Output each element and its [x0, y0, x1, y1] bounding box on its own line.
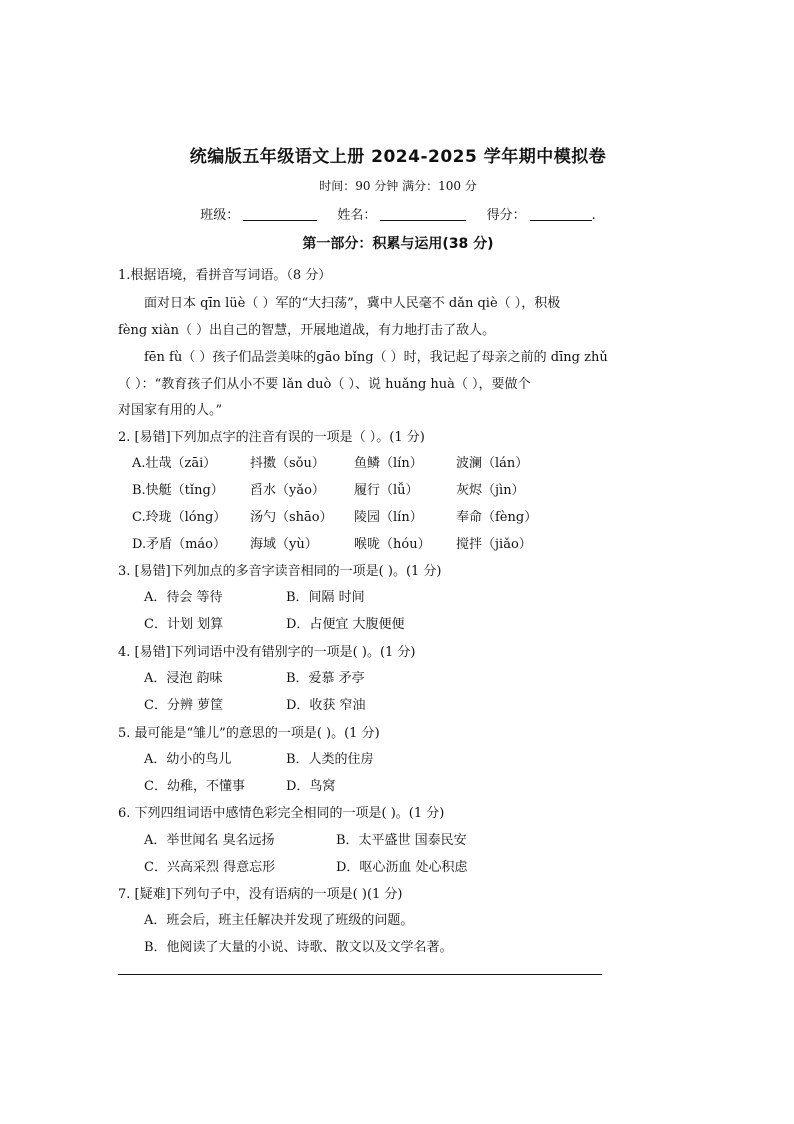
q5-option-d: D．鸟窝	[286, 779, 336, 794]
q5-stem: 5. 最可能是“雏儿”的意思的一项是( )。(1 分)	[118, 726, 380, 741]
q2-option-a	[132, 452, 528, 471]
q2-d-4: 搅拌（jiǎo）	[456, 537, 532, 552]
q1-stem: 1.根据语境，看拼音写词语。（8 分）	[118, 268, 332, 283]
q6-option-a: A．举世闻名 臭名远扬	[144, 833, 275, 848]
q6-stem: 6. 下列四组词语中感情色彩完全相同的一项是( )。(1 分)	[118, 806, 445, 821]
q2-b-1: B.快艇（tǐng）	[132, 483, 224, 498]
q2-d-3: 喉咙（hóu）	[354, 537, 431, 552]
q2-a-2: 抖擞（sǒu）	[250, 456, 325, 471]
score-end: .	[591, 208, 596, 223]
q3-option-c: C．计划 划算	[144, 617, 224, 632]
part-one-heading: 第一部分：积累与运用(38 分)	[302, 236, 494, 252]
q5-option-a: A．幼小的鸟儿	[144, 752, 232, 767]
name-blank	[380, 207, 466, 221]
q2-option-c	[132, 506, 537, 525]
q6-option-d: D．呕心沥血 处心积虑	[336, 860, 468, 875]
exam-meta: 时间：90 分钟 满分：100 分	[319, 179, 477, 193]
score-blank	[530, 207, 592, 221]
q5-option-c: C．幼稚，不懂事	[144, 779, 245, 794]
q5-option-b: B．人类的住房	[286, 752, 374, 767]
q6-option-b: B．太平盛世 国泰民安	[336, 833, 467, 848]
q2-b-4: 灰烬（jìn）	[456, 483, 525, 498]
q1-line-1: 面对日本 qīn lüè（ ）军的“大扫荡”，冀中人民毫不 dǎn qiè（ ），积极	[144, 296, 561, 311]
q3-option-d: D．占便宜 大腹便便	[286, 617, 405, 632]
q4-option-c: C．分辨 萝筐	[144, 698, 224, 713]
q7-option-a: A．班会后，班主任解决并发现了班级的问题。	[144, 913, 414, 928]
q7-stem: 7. [疑难]下列句子中，没有语病的一项是( )(1 分)	[118, 887, 403, 902]
exam-title: 统编版五年级语文上册 2024-2025 学年期中模拟卷	[189, 147, 607, 167]
score-label: 得分：	[486, 208, 526, 223]
q3-option-b: B．间隔 时间	[286, 590, 365, 605]
q1-line-5: 对国家有用的人。”	[118, 403, 223, 418]
class-label: 班级：	[200, 208, 240, 223]
class-blank	[243, 207, 317, 221]
q2-c-2: 汤勺（shāo）	[250, 510, 333, 525]
name-label: 姓名：	[337, 208, 377, 223]
q4-option-a: A．浸泡 韵味	[144, 671, 223, 686]
q2-c-4: 奉命（fèng）	[456, 510, 538, 525]
q2-d-1: D.矛盾（máo）	[132, 537, 226, 552]
q1-line-2: fèng xiàn（ ）出自己的智慧，开展地道战，有力地打击了敌人。	[118, 323, 496, 338]
q4-stem: 4. [易错]下列词语中没有错别字的一项是( )。(1 分)	[118, 645, 416, 660]
q2-b-3: 履行（lǚ）	[354, 483, 419, 498]
q2-c-3: 陵园（lín）	[354, 510, 423, 525]
bottom-divider	[118, 974, 602, 975]
q1-line-4: （ ）：“教育孩子们从小不要 lǎn duò（ ）、说 huǎng huà（ ），要做个	[118, 377, 531, 392]
q2-d-2: 海域（yù）	[250, 537, 318, 552]
q2-option-b	[132, 479, 525, 498]
q2-a-3: 鱼鳞（lín）	[354, 456, 423, 471]
q2-a-4: 波澜（lán）	[456, 456, 529, 471]
student-info	[118, 204, 678, 223]
q2-b-2: 舀水（yǎo）	[250, 483, 325, 498]
q2-stem: 2. [易错]下列加点字的注音有误的一项是（ ）。(1 分)	[118, 430, 425, 445]
q3-stem: 3. [易错]下列加点的多音字读音相同的一项是( )。(1 分)	[118, 564, 442, 579]
q2-option-d	[132, 533, 532, 552]
q4-option-d: D．收获 窄油	[286, 698, 366, 713]
q6-option-c: C．兴高采烈 得意忘形	[144, 860, 276, 875]
q1-line-3: fēn fù（ ）孩子们品尝美味的gāo bǐng（ ）时，我记起了母亲之前的 dīng zhǔ	[144, 350, 608, 365]
q4-option-b: B．爱慕 矛亭	[286, 671, 365, 686]
q2-a-1: A.壮哉（zāi）	[132, 456, 217, 471]
q2-c-1: C.玲珑（lóng）	[132, 510, 227, 525]
q3-option-a: A．待会 等待	[144, 590, 223, 605]
q7-option-b: B．他阅读了大量的小说、诗歌、散文以及文学名著。	[144, 940, 453, 955]
